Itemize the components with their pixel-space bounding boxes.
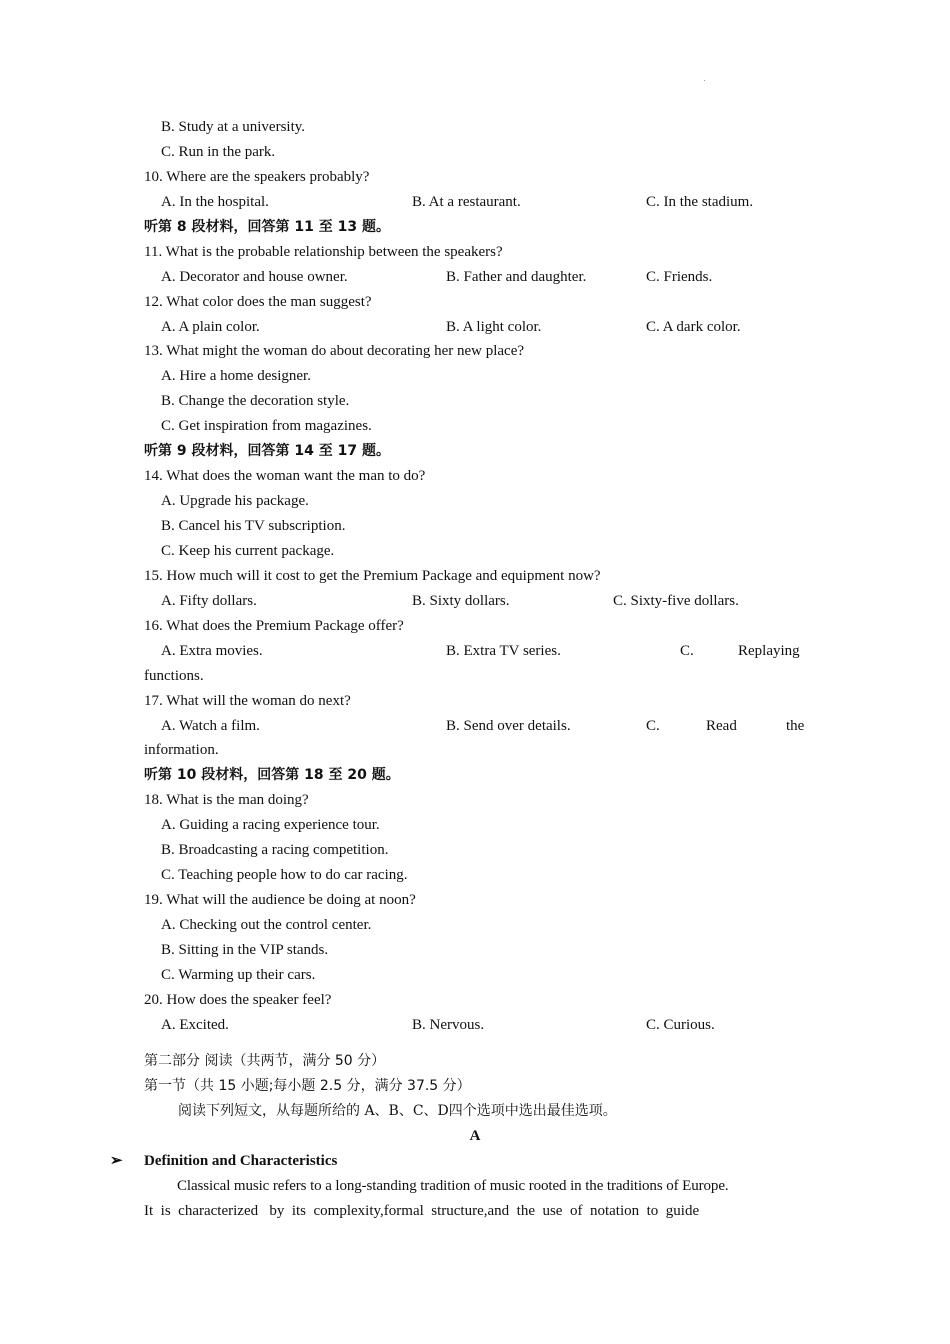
option: A. Hire a home designer.: [161, 368, 311, 385]
option: A. Extra movies.: [161, 642, 263, 659]
option-text-continued: information.: [144, 742, 219, 759]
option: C. Warming up their cars.: [161, 966, 316, 983]
option: C. Run in the park.: [161, 143, 276, 160]
option-text-continued: functions.: [144, 667, 204, 684]
option: A. A plain color.: [161, 318, 260, 335]
scan-speck: [704, 80, 705, 81]
question: 11. What is the probable relationship between the speakers?: [144, 243, 503, 260]
passage-heading: Definition and Characteristics: [144, 1152, 338, 1169]
section-heading: 听第 9 段材料，回答第 14 至 17 题。: [144, 443, 390, 460]
option: B. Sitting in the VIP stands.: [161, 941, 329, 958]
option: B. Cancel his TV subscription.: [161, 518, 346, 534]
question: 20. How does the speaker feel?: [144, 991, 332, 1008]
arrow-bullet-icon: ➢: [110, 1152, 123, 1169]
question: 16. What does the Premium Package offer?: [144, 617, 404, 634]
option: C. Sixty-five dollars.: [613, 592, 739, 609]
option-text: Replaying: [738, 642, 800, 659]
paragraph-line: Classical music refers to a long-standing tradition of music rooted in the traditions of Europe.: [177, 1177, 729, 1194]
option: B. Study at a university.: [161, 119, 306, 135]
option: A. Watch a film.: [161, 717, 260, 734]
option: B. At a restaurant.: [412, 193, 521, 210]
option: B. Send over details.: [446, 717, 571, 734]
listening-section: [0, 115, 950, 1038]
option-text: the: [786, 717, 805, 734]
passage-label: A: [469, 1127, 481, 1144]
question: 17. What will the woman do next?: [144, 692, 351, 709]
question: 14. What does the woman want the man to do?: [144, 468, 426, 485]
option: A. Checking out the control center.: [161, 917, 372, 933]
option: B. Nervous.: [412, 1016, 485, 1033]
section-heading: 听第 10 段材料，回答第 18 至 20 题。: [144, 767, 400, 784]
question: 13. What might the woman do about decorating her new place?: [144, 343, 525, 360]
option: A. Upgrade his package.: [161, 493, 309, 510]
option: C. Curious.: [646, 1016, 715, 1033]
option: B. Father and daughter.: [446, 268, 587, 285]
option: C. In the stadium.: [646, 193, 754, 210]
question: 19. What will the audience be doing at noon?: [144, 892, 416, 909]
option: B. Extra TV series.: [446, 642, 561, 659]
option: B. Change the decoration style.: [161, 393, 350, 410]
option-label: C.: [646, 717, 660, 734]
option: A. Decorator and house owner.: [161, 268, 348, 285]
paragraph-line: It is characterized by its complexity,formal structure,and the use of notation to guide: [144, 1202, 700, 1219]
option: B. Sixty dollars.: [412, 592, 510, 609]
question: 18. What is the man doing?: [144, 792, 309, 809]
question: 10. Where are the speakers probably?: [144, 168, 370, 185]
reading-section: [0, 1049, 950, 1224]
option-text: Read: [706, 717, 737, 734]
option: A. Excited.: [161, 1016, 229, 1033]
option: A. Fifty dollars.: [161, 592, 257, 609]
option: B. A light color.: [446, 318, 542, 335]
option: C. Get inspiration from magazines.: [161, 418, 372, 435]
option: B. Broadcasting a racing competition.: [161, 842, 389, 859]
option: A. In the hospital.: [161, 193, 269, 210]
section-heading: 听第 8 段材料，回答第 11 至 13 题。: [144, 218, 390, 235]
section-title: 第一节（共 15 小题;每小题 2.5 分，满分 37.5 分）: [144, 1077, 471, 1094]
part-title: 第二部分 阅读（共两节，满分 50 分）: [144, 1053, 386, 1069]
question: 12. What color does the man suggest?: [144, 293, 372, 310]
option: A. Guiding a racing experience tour.: [161, 817, 380, 834]
instruction: 阅读下列短文，从每题所给的 A、B、C、D四个选项中选出最佳选项。: [178, 1102, 617, 1119]
question: 15. How much will it cost to get the Premium Package and equipment now?: [144, 567, 601, 584]
option: C. A dark color.: [646, 318, 741, 335]
option: C. Teaching people how to do car racing.: [161, 867, 408, 884]
option: C. Friends.: [646, 268, 713, 285]
option-label: C.: [680, 642, 694, 659]
option: C. Keep his current package.: [161, 542, 335, 559]
